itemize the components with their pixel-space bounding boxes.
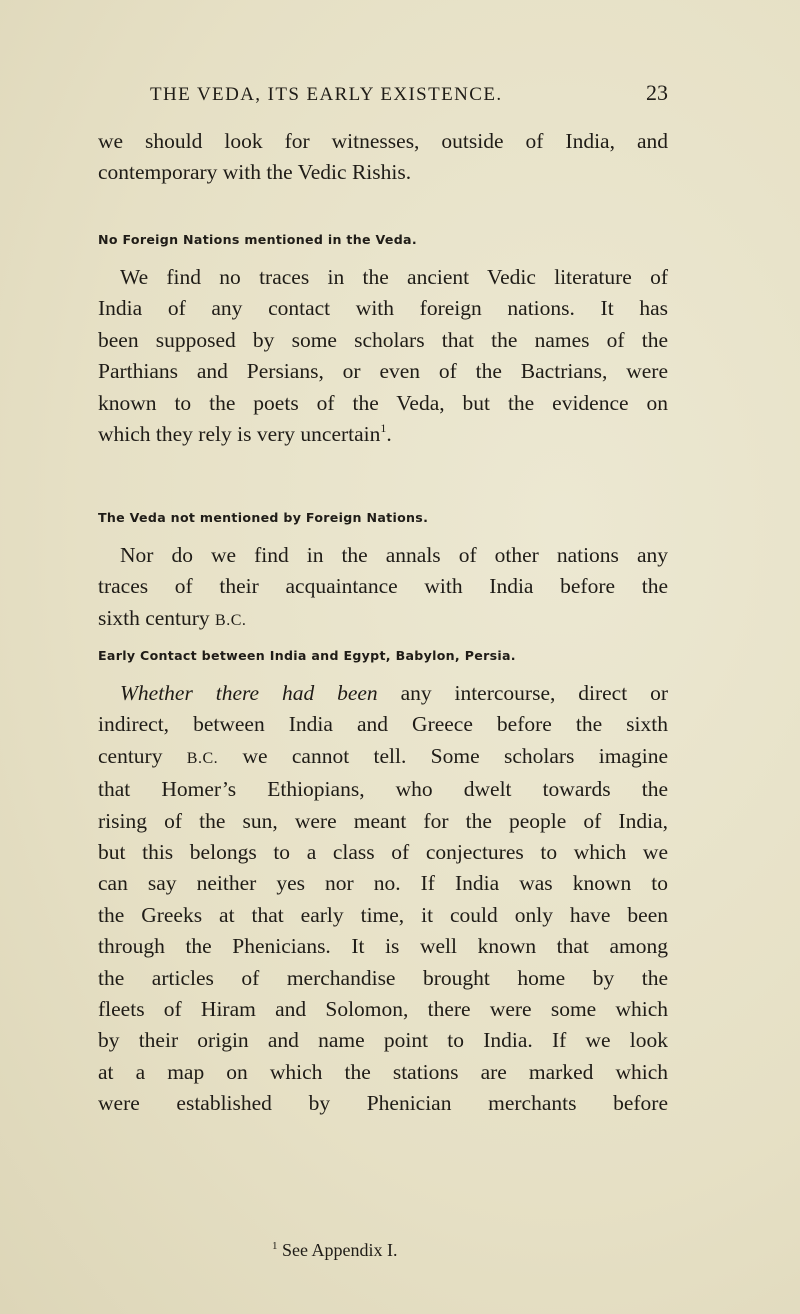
small-caps-bc: B.C. [215,611,247,629]
section-heading-veda-not-mentioned: The Veda not mentioned by Foreign Nations. [98,510,429,525]
running-header [150,80,668,106]
text-line: were established by Phenician merchants before [98,1091,668,1116]
text-fragment: sixth century [98,605,216,630]
text-line: Nor do we find in the annals of other nations any [120,543,668,567]
text-fragment: century [98,743,187,768]
running-title: THE VEDA, ITS EARLY EXISTENCE. [150,84,503,105]
text-fragment: which they rely is very uncertain [98,422,381,447]
text-line: India of any contact with foreign nations. It has [98,296,668,321]
text-line: indirect, between India and Greece before the sixth [98,712,668,737]
text-line: been supposed by some scholars that the names of the [98,327,668,352]
text-fragment: . [386,422,392,447]
text-line: by their origin and name point to India. If we look [98,1028,668,1053]
page-number: 23 [646,80,668,105]
italic-phrase: Whether there had been [120,681,378,705]
text-fragment: we cannot tell. Some scholars imagine [218,743,668,768]
text-line: can say neither yes nor no. If India was known to [98,871,668,896]
footnote [272,1240,397,1261]
footnote-text: See Appendix I. [282,1240,398,1260]
footnote-reference: 1 [380,421,387,436]
intro-paragraph [98,126,668,189]
text-line: traces of their acquaintance with India before the [98,574,668,599]
paragraph-veda-not-mentioned [98,540,668,636]
text-line [98,741,668,774]
text-line: that Homer’s Ethiopians, who dwelt towards the [98,777,668,802]
text-line: We find no traces in the ancient Vedic literature of [120,265,668,289]
text-line [98,678,668,709]
text-line: but this belongs to a class of conjectures to which we [98,840,668,865]
small-caps-bc: B.C. [186,749,219,767]
section-heading-early-contact: Early Contact between India and Egypt, Babylon, Persia. [98,648,516,663]
text-line: through the Phenicians. It is well known that among [98,934,668,959]
text-line [98,419,668,450]
text-line: the articles of merchandise brought home by the [98,965,668,990]
text-line: known to the poets of the Veda, but the evidence on [98,390,668,415]
text-line: rising of the sun, were meant for the people of India, [98,808,668,833]
text-line: Parthians and Persians, or even of the Bactrians, were [98,359,668,384]
text-line: the Greeks at that early time, it could only have been [98,902,668,927]
text-line: at a map on which the stations are marked which [98,1059,668,1084]
text-line: fleets of Hiram and Solomon, there were some which [98,997,668,1022]
paragraph-foreign-nations [98,262,668,450]
paragraph-early-contact [98,678,668,1120]
footnote-marker: 1 [272,1240,278,1252]
section-heading-foreign-nations: No Foreign Nations mentioned in the Veda. [98,232,417,247]
text-line: contemporary with the Vedic Rishis. [98,160,412,185]
text-fragment: any intercourse, direct or [377,681,668,705]
text-line [98,603,668,636]
text-line: we should look for witnesses, outside of India, and [98,129,668,153]
